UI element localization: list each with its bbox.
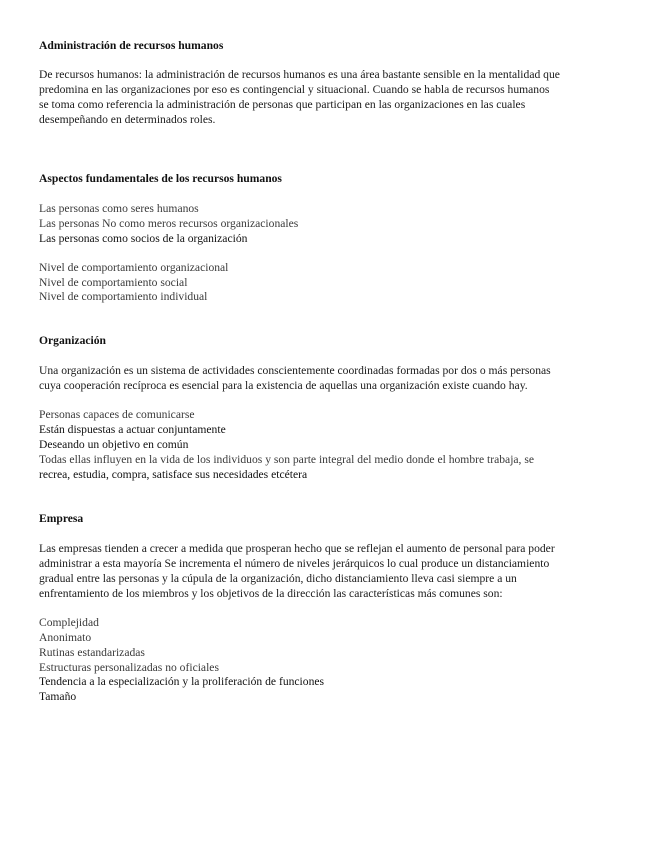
list-item: Rutinas estandarizadas <box>39 646 145 659</box>
list-item: Deseando un objetivo en común <box>39 438 189 451</box>
list-item: Anonimato <box>39 631 92 644</box>
list-item: Tendencia a la especialización y la proliferación de funciones <box>39 675 325 688</box>
list-item: Nivel de comportamiento social <box>39 276 188 289</box>
heading-aspectos: Aspectos fundamentales de los recursos humanos <box>39 172 282 185</box>
paragraph-line: enfrentamiento de los miembros y los objetivos de la dirección las características más comunes son: <box>39 587 503 600</box>
list-item: Nivel de comportamiento individual <box>39 290 208 303</box>
list-item: Están dispuestas a actuar conjuntamente <box>39 423 226 436</box>
paragraph-organizacion <box>39 363 619 393</box>
list-item: Las personas como socios de la organización <box>39 232 248 245</box>
list-item: Nivel de comportamiento organizacional <box>39 261 229 274</box>
heading-organizacion: Organización <box>39 334 106 347</box>
paragraph-line: se toma como referencia la administración de personas que participan en las organizaciones en las cuales <box>39 98 526 111</box>
paragraph-line: De recursos humanos: la administración de recursos humanos es una área bastante sensible en la mentalidad que <box>39 68 560 81</box>
paragraph-administracion <box>39 67 619 127</box>
paragraph-line: predomina en las organizaciones por eso es contingencial y situacional. Cuando se habla de recursos humanos <box>39 83 550 96</box>
paragraph-empresa <box>39 541 619 601</box>
paragraph-line: administrar a esta mayoría Se incrementa el número de niveles jerárquicos lo cual produce un distanciamiento <box>39 557 550 570</box>
paragraph-line: desempeñando en determinados roles. <box>39 113 216 126</box>
heading-empresa: Empresa <box>39 512 84 525</box>
list-item: Complejidad <box>39 616 99 629</box>
paragraph-line: Las empresas tienden a crecer a medida que prosperan hecho que se reflejan el aumento de personal para poder <box>39 542 555 555</box>
paragraph-line: cuya cooperación recíproca es esencial para la existencia de aquellas una organización existe cuando hay. <box>39 379 528 392</box>
list-item: Todas ellas influyen en la vida de los individuos y son parte integral del medio donde el hombre trabaja, se <box>39 453 535 466</box>
list-item: Personas capaces de comunicarse <box>39 408 195 421</box>
heading-administracion: Administración de recursos humanos <box>39 39 224 52</box>
list-item: Las personas No como meros recursos organizacionales <box>39 217 299 230</box>
paragraph-line: gradual entre las personas y la cúpula de la organización, dicho distanciamiento lleva casi siempre a un <box>39 572 517 585</box>
list-item: recrea, estudia, compra, satisface sus necesidades etcétera <box>39 468 308 481</box>
list-item: Las personas como seres humanos <box>39 202 199 215</box>
paragraph-line: Una organización es un sistema de actividades conscientemente coordinadas formadas por dos o más personas <box>39 364 551 377</box>
list-item: Tamaño <box>39 690 77 703</box>
list-item: Estructuras personalizadas no oficiales <box>39 661 219 674</box>
